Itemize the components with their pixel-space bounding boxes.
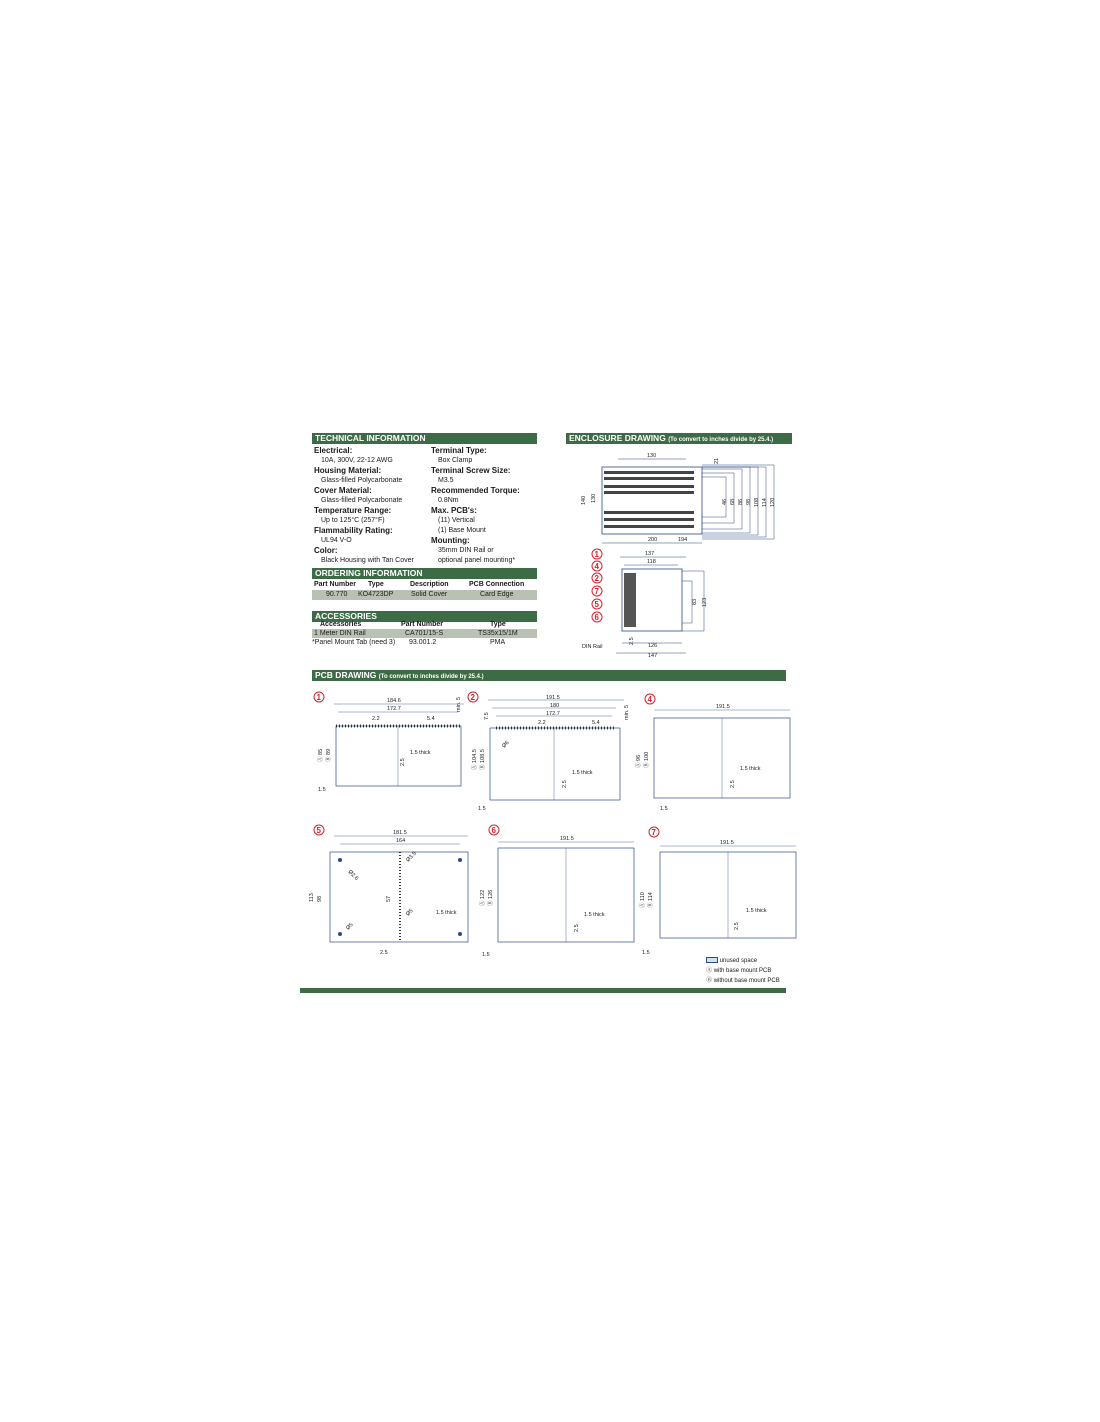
dim-label: 1.5 <box>482 952 490 958</box>
spec-label: Max. PCB's: <box>431 506 477 515</box>
dim-label: 1.5 <box>642 950 650 956</box>
dim-label: 2.5 <box>730 780 736 788</box>
pcb-outline <box>490 728 620 800</box>
spec-label: Housing Material: <box>314 466 382 475</box>
dim-label: Ø6 <box>501 739 511 750</box>
legend-item-unused-space <box>706 956 790 966</box>
legend-label: without base mount PCB <box>713 978 780 984</box>
accessories-col-type: Type <box>490 621 506 628</box>
panel-number: 4 <box>647 695 652 704</box>
footer-rule <box>300 988 786 993</box>
marker-label: 1 <box>594 550 599 559</box>
ordering-type: KO4723DP <box>358 591 394 598</box>
ordering-col-part-number: Part Number <box>314 581 357 588</box>
spec-value: (1) Base Mount <box>438 527 486 534</box>
dim-label: 191.5 <box>716 704 730 710</box>
accessories-col-name: Accessories <box>320 621 362 628</box>
dim-label: 140 <box>581 495 587 505</box>
accessory-part-number: CA701/15-S <box>405 630 444 637</box>
dim-label: Ⓑ 100 <box>644 751 650 768</box>
dim-label: Ⓑ 114 <box>648 892 654 908</box>
ordering-pcb-connection: Card Edge <box>480 591 514 598</box>
ordering-col-pcb-connection: PCB Connection <box>469 581 525 588</box>
dim-label: 98 <box>746 498 752 505</box>
dim-label: 86 <box>738 498 744 505</box>
spec-value: Black Housing with Tan Cover <box>321 557 414 564</box>
spec-value: Box Clamp <box>438 457 473 464</box>
dim-label: 2.5 <box>734 922 740 930</box>
technical-info-header <box>312 433 537 444</box>
dim-label: Ⓐ 104.5 <box>472 749 478 770</box>
spec-value: M3.5 <box>438 477 454 484</box>
dim-label: 118 <box>647 559 656 565</box>
ordering-info-title: ORDERING INFORMATION <box>315 568 423 578</box>
spec-label: Flammability Rating: <box>314 526 393 535</box>
pcb-thickness: 1.5 thick <box>584 912 605 918</box>
dim-label: 147 <box>648 653 658 659</box>
technical-left-column <box>314 446 429 566</box>
pcb-panel-6 <box>476 822 642 958</box>
ordering-description: Solid Cover <box>411 591 448 598</box>
spec-value: Glass-filled Polycarbonate <box>321 497 403 504</box>
ordering-info-header <box>312 568 537 579</box>
dim-label: 2.5 <box>574 924 580 932</box>
dim-label: 130 <box>591 493 597 503</box>
panel-number: 2 <box>470 693 475 702</box>
marker-label: 4 <box>594 562 599 571</box>
dim-label: 1.5 <box>318 787 326 793</box>
dim-label: 1.5 <box>660 806 668 812</box>
pcb-outline <box>336 726 461 786</box>
accessory-part-number: 93.001.2 <box>409 639 437 646</box>
ordering-table-header <box>312 580 537 589</box>
spec-label: Temperature Range: <box>314 506 392 515</box>
dim-label: Ⓑ 89 <box>326 748 332 762</box>
pcb-thickness: 1.5 thick <box>572 770 593 776</box>
dim-label: Ⓐ 85 <box>318 748 324 762</box>
accessory-type: TS35x15/1M <box>478 630 518 637</box>
pcb-thickness: 1.5 thick <box>410 750 431 756</box>
table-row <box>312 590 537 600</box>
pcb-slot-markers <box>592 549 602 622</box>
accessories-title: ACCESSORIES <box>315 611 377 621</box>
pcb-panel-2 <box>466 690 636 815</box>
spec-value: UL94 V-O <box>321 537 352 544</box>
accessories-col-part-number: Part Number <box>401 621 444 628</box>
pcb-thickness: 1.5 thick <box>746 908 767 914</box>
legend-item-with-base <box>706 966 790 976</box>
marker-label: 6 <box>594 613 599 622</box>
dim-label: 123 <box>702 597 708 607</box>
dim-label: 120 <box>770 497 776 507</box>
dim-label: Ⓑ 108.5 <box>480 749 486 770</box>
pcb-panel-4 <box>636 690 798 815</box>
dim-label: Ø2.6 <box>346 869 360 882</box>
unused-space-swatch <box>706 957 718 963</box>
panel-number: 6 <box>491 826 496 835</box>
pcb-panel-5 <box>308 822 478 958</box>
spec-value: 10A, 300V, 22-12 AWG <box>321 457 393 464</box>
spec-value: (11) Vertical <box>438 517 475 524</box>
pcb-drawing-note: (To convert to inches divide by 25.4.) <box>378 674 484 680</box>
dim-label: 164 <box>396 838 406 844</box>
dim-label: 172.7 <box>387 706 401 712</box>
dim-label: 194 <box>678 537 688 543</box>
spec-label: Color: <box>314 546 338 555</box>
dim-label: Ø5 <box>405 907 415 918</box>
dim-label: 108 <box>754 497 760 507</box>
pcb-drawing-header <box>312 670 786 681</box>
enclosure-drawing-title: ENCLOSURE DRAWING <box>569 433 666 443</box>
dim-label: 2.5 <box>562 780 568 788</box>
panel-number: 7 <box>651 828 656 837</box>
spec-label: Terminal Screw Size: <box>431 466 511 475</box>
dim-label: 191.5 <box>546 695 560 701</box>
dim-label: 2.5 <box>400 758 406 766</box>
dim-label: 98 <box>317 895 323 902</box>
spec-label: Electrical: <box>314 446 353 455</box>
accessory-name: *Panel Mount Tab (need 3) <box>312 639 396 646</box>
technical-right-column <box>431 446 537 566</box>
dim-label: 191.5 <box>720 840 734 846</box>
dim-label: 191.5 <box>560 836 574 842</box>
accessory-type: PMA <box>490 639 506 646</box>
legend-label: unused space <box>719 958 758 964</box>
dim-label: 113 <box>309 893 315 902</box>
dim-label: 5.4 <box>427 716 435 722</box>
dim-label: 130 <box>647 453 657 459</box>
legend-mark-a: Ⓐ <box>706 968 713 974</box>
dim-label: 137 <box>645 551 655 557</box>
enclosure-drawing-header <box>566 433 792 444</box>
pcb-panel-7 <box>636 822 800 958</box>
spec-label: Recommended Torque: <box>431 486 520 495</box>
dim-label: 21 <box>714 457 720 464</box>
ordering-col-description: Description <box>410 581 449 588</box>
dim-label: Ⓐ 122 <box>480 889 486 906</box>
pcb-legend <box>706 956 790 986</box>
accessories-table-header <box>312 620 537 629</box>
pcb-thickness: 1.5 thick <box>740 766 761 772</box>
spec-label: Cover Material: <box>314 486 372 495</box>
dim-label: 1.5 <box>478 806 486 812</box>
panel-number: 5 <box>316 826 321 835</box>
dim-label: 184.6 <box>387 698 401 704</box>
accessory-name: 1 Meter DIN Rail <box>314 630 366 637</box>
spec-label: Mounting: <box>431 536 470 545</box>
table-row <box>312 638 537 647</box>
pcb-drawing-title: PCB DRAWING <box>315 670 377 680</box>
dim-label: 68 <box>730 498 736 505</box>
dim-label: min. 5 <box>624 705 630 720</box>
spec-label: Terminal Type: <box>431 446 487 455</box>
dim-label: 57 <box>386 895 392 902</box>
dim-label: 2.2 <box>372 716 380 722</box>
marker-label: 7 <box>594 587 599 596</box>
ordering-col-type: Type <box>368 581 384 588</box>
marker-label: 2 <box>594 574 599 583</box>
pcb-panel-1 <box>312 690 472 800</box>
legend-label: with base mount PCB <box>713 968 772 974</box>
dim-label: Ⓑ 126 <box>488 889 494 906</box>
spec-value: optional panel mounting* <box>438 557 516 564</box>
dim-label: min. 5 <box>456 697 462 712</box>
spec-value: 35mm DIN Rail or <box>438 547 494 554</box>
dim-label: 126 <box>648 643 658 649</box>
enclosure-drawing <box>566 447 792 657</box>
ordering-part-number: 90.770 <box>326 591 348 598</box>
spec-value: Glass-filled Polycarbonate <box>321 477 403 484</box>
legend-item-without-base <box>706 976 790 986</box>
pcb-thickness: 1.5 thick <box>436 910 457 916</box>
dim-label: 2.2 <box>538 720 546 726</box>
dim-label: 114 <box>762 498 768 507</box>
dim-label: 46 <box>722 498 728 505</box>
spec-value: 0.8Nm <box>438 497 459 504</box>
dim-label: 200 <box>648 537 658 543</box>
spec-value: Up to 125°C (257°F) <box>321 517 385 524</box>
table-row <box>312 629 537 638</box>
dim-label: 2.5 <box>629 637 635 645</box>
dim-label: Ⓐ 110 <box>640 892 646 908</box>
dim-label: 83 <box>692 598 698 605</box>
din-rail-label: DIN Rail <box>582 644 603 650</box>
dim-label: 180 <box>550 703 560 709</box>
panel-number: 1 <box>316 693 321 702</box>
terminal-block <box>624 573 636 627</box>
legend-mark-b: Ⓑ <box>706 978 713 984</box>
dim-label: Ⓐ 96 <box>636 754 642 768</box>
dim-label: 5.4 <box>592 720 600 726</box>
dim-label: 172.7 <box>546 711 560 717</box>
dim-label: 7.5 <box>484 712 490 720</box>
dim-label: Ø5 <box>345 921 355 932</box>
dim-label: 181.5 <box>393 830 407 836</box>
marker-label: 5 <box>594 600 599 609</box>
dim-label: Ø3.5 <box>405 850 418 864</box>
dim-label: 2.5 <box>380 950 388 956</box>
technical-info-title: TECHNICAL INFORMATION <box>315 433 426 443</box>
enclosure-drawing-note: (To convert to inches divide by 25.4.) <box>668 437 774 443</box>
